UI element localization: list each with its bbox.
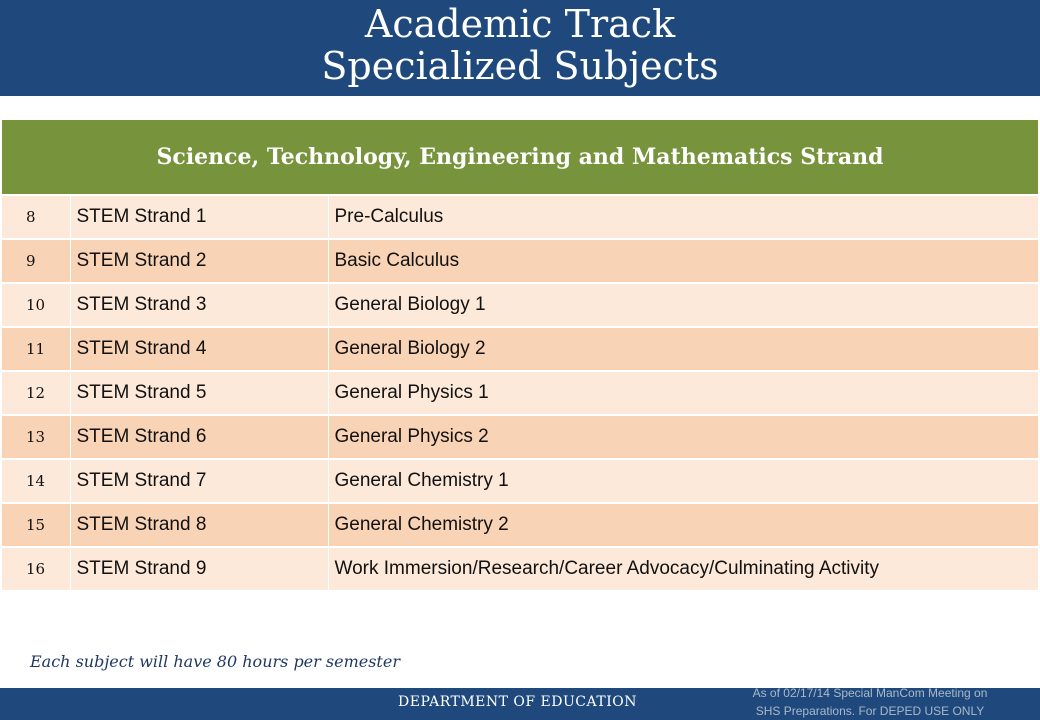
- strand-code: STEM Strand 8: [70, 503, 328, 547]
- subject-name: General Chemistry 2: [328, 503, 1038, 547]
- disclaimer-line2: SHS Preparations. For DEPED USE ONLY: [755, 704, 985, 718]
- subject-name: Work Immersion/Research/Career Advocacy/Culminating Activity: [328, 547, 1038, 591]
- page-title-line2: Specialized Subjects: [321, 44, 719, 88]
- strand-title: Science, Technology, Engineering and Mathematics Strand: [2, 120, 1038, 195]
- subject-name: General Physics 2: [328, 415, 1038, 459]
- hours-note: Each subject will have 80 hours per semester: [30, 652, 400, 671]
- table-row: [2, 371, 1038, 415]
- row-number: 11: [2, 327, 70, 371]
- page-title-line1: Academic Track: [364, 2, 676, 46]
- row-number: 12: [2, 371, 70, 415]
- strand-code: STEM Strand 5: [70, 371, 328, 415]
- row-number: 9: [2, 239, 70, 283]
- department-label: DEPARTMENT OF EDUCATION: [398, 694, 637, 710]
- strand-code: STEM Strand 9: [70, 547, 328, 591]
- strand-code: STEM Strand 1: [70, 195, 328, 239]
- strand-code: STEM Strand 7: [70, 459, 328, 503]
- row-number: 8: [2, 195, 70, 239]
- table-row: [2, 459, 1038, 503]
- subjects-table: [2, 120, 1038, 592]
- subjects-table-container: [2, 120, 1038, 592]
- subject-name: General Biology 1: [328, 283, 1038, 327]
- row-number: 16: [2, 547, 70, 591]
- table-row: [2, 239, 1038, 283]
- subject-name: General Chemistry 1: [328, 459, 1038, 503]
- row-number: 14: [2, 459, 70, 503]
- row-number: 10: [2, 283, 70, 327]
- strand-code: STEM Strand 4: [70, 327, 328, 371]
- table-row: [2, 327, 1038, 371]
- table-row: [2, 195, 1038, 239]
- subject-name: General Biology 2: [328, 327, 1038, 371]
- subject-name: General Physics 1: [328, 371, 1038, 415]
- row-number: 13: [2, 415, 70, 459]
- table-header-row: [2, 120, 1038, 195]
- table-row: [2, 283, 1038, 327]
- strand-code: STEM Strand 6: [70, 415, 328, 459]
- disclaimer-line1: As of 02/17/14 Special ManCom Meeting on: [752, 686, 988, 700]
- subject-name: Pre-Calculus: [328, 195, 1038, 239]
- row-number: 15: [2, 503, 70, 547]
- table-body: [2, 195, 1038, 591]
- table-row: [2, 547, 1038, 591]
- table-row: [2, 415, 1038, 459]
- subject-name: Basic Calculus: [328, 239, 1038, 283]
- table-row: [2, 503, 1038, 547]
- slide-footer: [0, 688, 1040, 720]
- footer-disclaimer: [700, 684, 1040, 720]
- strand-code: STEM Strand 2: [70, 239, 328, 283]
- strand-code: STEM Strand 3: [70, 283, 328, 327]
- slide-header: [0, 0, 1040, 96]
